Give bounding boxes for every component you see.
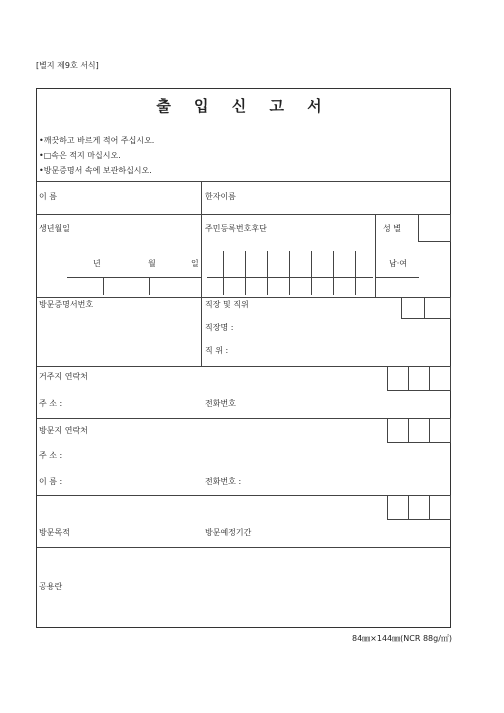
gender-label: 성 별 — [383, 224, 401, 233]
birth-underline — [67, 277, 201, 278]
column-divider — [201, 181, 202, 214]
name-label: 이 름 — [39, 192, 57, 201]
job-position-label: 직장 및 직위 — [205, 300, 249, 309]
purpose-code-box[interactable] — [387, 495, 409, 520]
resident-digit-divider — [333, 251, 334, 295]
resident-number-label: 주민등록번호후단 — [205, 224, 267, 233]
resident-digit-divider — [245, 251, 246, 295]
hanja-name-input[interactable] — [247, 182, 447, 213]
instruction-1: •깨끗하고 바르게 적어 주십시오. — [39, 136, 155, 145]
birth-month: 월 — [148, 259, 156, 268]
visit-code-box[interactable] — [429, 418, 451, 443]
row-divider — [37, 547, 450, 548]
residence-phone-label: 전화번호 — [205, 399, 236, 408]
job-code-box[interactable] — [424, 297, 451, 319]
position-label: 직 위 : — [205, 346, 229, 355]
row-divider — [37, 297, 450, 298]
visit-name-label: 이 름 : — [39, 477, 63, 486]
entry-report-form — [36, 88, 451, 628]
birth-year: 년 — [93, 259, 101, 268]
form-title: 출 입 신 고 서 — [156, 97, 331, 115]
resident-digit-divider — [223, 251, 224, 295]
resident-number-underline — [207, 277, 373, 278]
resident-digit-divider — [311, 251, 312, 295]
instruction-2: •□속은 적지 마십시오. — [39, 151, 121, 160]
job-code-box[interactable] — [401, 297, 425, 319]
visit-period-label: 방문예정기간 — [205, 528, 252, 537]
residence-contact-label: 거주지 연락처 — [39, 372, 88, 381]
column-divider — [375, 214, 376, 297]
residence-address-label: 주 소 : — [39, 399, 63, 408]
resident-digit-divider — [355, 251, 356, 295]
column-divider — [201, 297, 202, 366]
gender-code-box[interactable] — [418, 214, 451, 242]
resident-digit-divider — [267, 251, 268, 295]
birth-day: 일 — [191, 259, 199, 268]
residence-code-box[interactable] — [429, 366, 451, 391]
visit-address-label: 주 소 : — [39, 451, 63, 460]
row-divider — [37, 214, 450, 215]
birth-tick — [103, 277, 104, 295]
visit-code-box[interactable] — [387, 418, 409, 443]
workplace-label: 직장명 : — [205, 323, 234, 332]
gender-options: 남·여 — [389, 259, 407, 268]
purpose-code-box[interactable] — [408, 495, 430, 520]
gender-underline — [375, 277, 419, 278]
visit-code-box[interactable] — [408, 418, 430, 443]
instruction-3: •방문증명서 속에 보관하십시오. — [39, 166, 152, 175]
residence-code-box[interactable] — [387, 366, 409, 391]
visit-certificate-number-label: 방문증명서번호 — [39, 300, 94, 309]
birth-label: 생년월일 — [39, 224, 70, 233]
hanja-name-label: 한자이름 — [205, 192, 236, 201]
visit-purpose-label: 방문목적 — [39, 528, 70, 537]
resident-digit-divider — [289, 251, 290, 295]
column-divider — [201, 214, 202, 297]
name-input[interactable] — [77, 182, 199, 213]
birth-tick — [149, 277, 150, 295]
visit-contact-label: 방문지 연락처 — [39, 426, 88, 435]
paper-spec: 84㎜×144㎜(NCR 88g/㎡) — [352, 634, 453, 643]
residence-code-box[interactable] — [408, 366, 430, 391]
purpose-code-box[interactable] — [429, 495, 451, 520]
visit-phone-label: 전화번호 : — [205, 477, 242, 486]
form-number: [별지 제9호 서식] — [36, 61, 99, 70]
official-use-label: 공용란 — [39, 582, 63, 591]
